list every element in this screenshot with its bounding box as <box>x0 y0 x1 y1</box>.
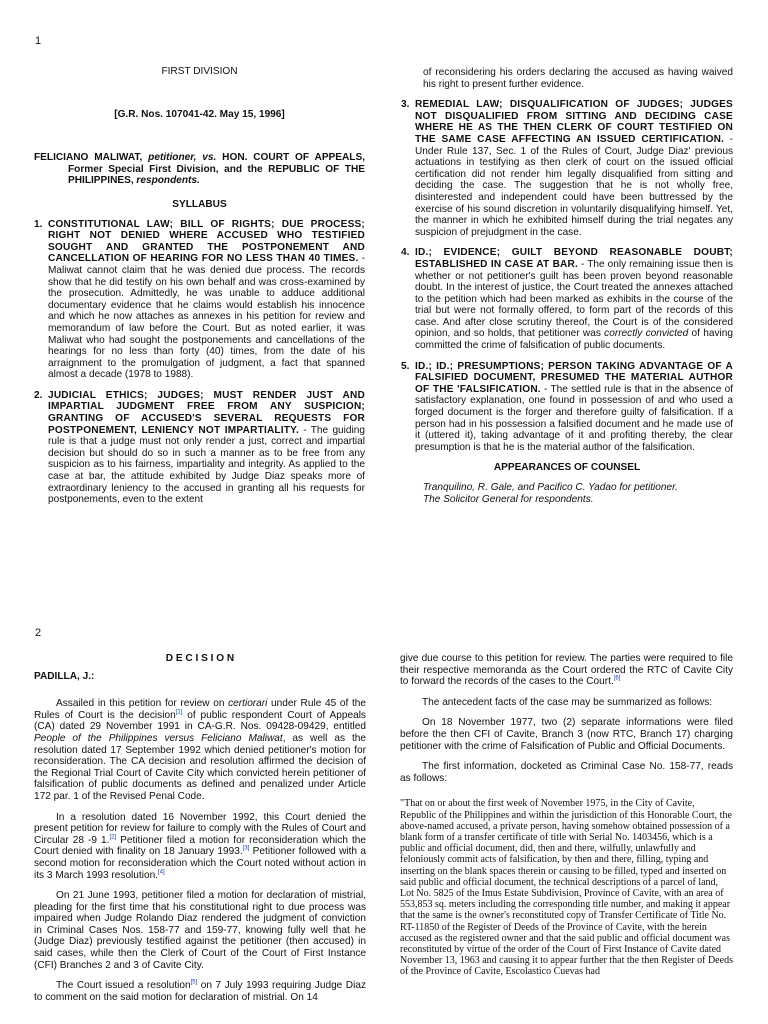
emphasis: certiorari <box>228 698 268 710</box>
counsel-respondents: The Solicitor General for respondents. <box>423 493 594 505</box>
syllabus-heading: SYLLABUS <box>172 198 227 210</box>
division-heading: FIRST DIVISION <box>161 66 238 77</box>
left-column <box>34 66 365 515</box>
page-number: 1 <box>35 35 42 47</box>
decision-paragraph-5 <box>400 653 733 688</box>
item-text: - Under Rule 137, Sec. 1 of the Rules of Court, Judge Diaz' previous actuations in testifying as then clerk of court on the issued official certification did not render him legally disqualified from sitting and deciding the case. The suggestion that he is not wholly free, disinterested and independent could have been buttressed by the exercise of his sound discretion in voluntarily disqualifying himself. Yet, the manner in which he exhibited himself during the trial negates any suspicion of prejudgment in the case. <box>415 133 733 238</box>
syllabus-item-2 <box>34 390 365 506</box>
petitioner-name: FELICIANO MALIWAT, <box>34 152 143 164</box>
decision-paragraph-1 <box>34 698 366 802</box>
text: give due course to this petition for review. The parties were required to file their respective memoranda as the Court ordered the RTC of Cavite City to forward the records of the cases to the Court. <box>400 653 733 688</box>
footnote-link[interactable]: [1] <box>175 709 183 716</box>
text: , as well as the resolution dated 17 September 1992 which denied petitioner's motion for reconsideration. The CA decision and resolution affirmed the decision of the Regional Trial Court of Cavite City which convicted herein petitioner of falsification of public documents as defined and penalized under Article 172 par. 1 of the Revised Penal Code. <box>34 732 366 802</box>
item-heading: JUDICIAL ETHICS; JUDGES; MUST RENDER JUST AND IMPARTIAL JUDGMENT FREE FROM ANY SUSPICION; GRANTING OF ACCUSED'S SEVERAL REQUESTS FOR POSTPONEMENT, LENIENCY NOT IMPARTIALITY. <box>48 389 365 436</box>
footnote-link[interactable]: [2] <box>109 834 117 841</box>
page-number: 2 <box>35 627 42 639</box>
decision-heading: D E C I S I O N <box>165 653 235 664</box>
item-text: - The only remaining issue then is whether or not petitioner's guilt has been proven beyond reasonable doubt. In the interest of justice, the Court treated the annexes attached to the petition which had been marked as exhibits in the course of the trial but were not formally offered, to form part of the records of this case. And after close scrutiny thereof, the Court is of the considered opinion, and so holds, that petitioner was <box>415 258 733 340</box>
footnote-link[interactable]: [4] <box>158 869 165 876</box>
petitioner-role: petitioner <box>148 152 194 164</box>
decision-paragraph-7: On 18 November 1977, two (2) separate informations were filed before the then CFI of Cavite, Branch 3 (now RTC, Branch 17) charging petitioner with the crime of Falsification of Public and Official Documents. <box>400 717 733 752</box>
counsel-petitioner: Tranquilino, R. Gale, and Pacifico C. Yadao for petitioner. <box>423 482 678 493</box>
text: Petitioner followed with a second motion for reconsideration which the Court noted without action in its 3 March 1993 resolution. <box>34 846 366 881</box>
footnote-link[interactable]: [6] <box>613 675 621 682</box>
emphasis: People of the Philippines versus Feliciano Maliwat <box>34 732 283 744</box>
item-emphasis: correctly convicted <box>604 328 689 340</box>
decision-left-column <box>34 653 366 1012</box>
text: The Court issued a resolution <box>56 980 191 992</box>
decision-paragraph-8: The first information, docketed as Criminal Case No. 158-77, reads as follows: <box>400 761 733 784</box>
decision-paragraph-2 <box>34 812 366 882</box>
information-quote: "That on or about the first week of November 1975, in the City of Cavite, Republic of the Philippines and within the jurisdiction of this Honorable Court, the above-named accused, a private person, having somehow obtained possession of a blank form of a transfer certificate of title with Serial No. 1403456, which is a public and official document, did, then and there, wilfully, unlawfully and feloniously commit acts of falsification, by then and there, filling, typing and inserting on the blank spaces therein or causing to be filled, typed and inserted on said public and official document, the technical descriptions of a parcel of land, Lot No. 5825 of the Imus Estate Subdivision, Province of Cavite, with an area of 553,853 sq. meters including the corresponding title number, and making it appear that the same is the owner's reconstituted copy of Transfer Certificate of Title No. RT-11850 of the Register of Deeds of the Province of Cavite, with the herein accused as the registered owner and that the said public and official document was reconstituted by virtue of the order of the Court of First Instance of Cavite dated November 13, 1963 and causing it to appear further that the then Register of Deeds of the Province of Cavite, Escolastico Cuevas had <box>400 798 733 978</box>
text: In a resolution dated 16 November 1992, this Court denied the present petition for review for failure to comply with the Rules of Court and Circular 28 -9 1. <box>34 811 366 846</box>
item-text: - The settled rule is that in the absence of satisfactory explanation, one found in possession of and who used a forged document is the forger and therefore guilty of falsification. If a person had in his possession a falsified document and he made use of it (uttered it), taking advantage of it and profiting thereby, the clear presumption is that he is the material author of the falsification. <box>415 383 733 453</box>
item-text: - The guiding rule is that a judge must not only render a just, correct and impartial decision but should do so in such a manner as to be free from any suspicion as to his fairness, impartiality and integrity. As applied to the case at bar, the attitude exhibited by Judge Diaz speaks more of extraordinary leniency to the accused in granting all his requests for postponements, even to the extent <box>48 424 365 506</box>
decision-paragraph-6: The antecedent facts of the case may be summarized as follows: <box>422 696 713 708</box>
case-number: [G.R. Nos. 107041-42. May 15, 1996] <box>114 108 285 120</box>
item-heading: ID.; EVIDENCE; GUILT BEYOND REASONABLE DOUBT; ESTABLISHED IN CASE AT BAR. <box>415 247 733 270</box>
text: on 7 July 1993 requiring Judge Diaz to comment on the said motion for declaration of mistrial. On 14 <box>34 980 366 1003</box>
text: Assailed in this petition for review on <box>56 698 229 710</box>
item-number: 2. <box>34 389 43 401</box>
continuation-text: of reconsidering his orders declaring the accused as having waived his right to present further evidence. <box>423 67 733 90</box>
right-column <box>401 67 733 505</box>
respondents-role: respondents. <box>133 175 200 187</box>
text: of public respondent Court of Appeals (CA) dated 29 November 1991 in CA-G.R. Nos. 09428-09429, entitled <box>34 709 366 733</box>
item-text: - Maliwat cannot claim that he was denied due process. The records show that he did testify on his own behalf and was cross-examined by the prosecution. Admittedly, he was unable to adduce additional documentary evidence that he claims would establish his innocence and which he now attaches as annexes in his petition for review and memorandum of law before the Court. But as noted earlier, it was Maliwat who had sought the postponements and cancellations of the hearings for no less than forty (40) times, from the date of his arraignment to the promulgation of judgment, a fact that spanned almost a decade (1978 to 1988). <box>48 253 365 381</box>
footnote-link[interactable]: [3] <box>242 845 250 852</box>
item-heading: CONSTITUTIONAL LAW; BILL OF RIGHTS; DUE PROCESS; RIGHT NOT DENIED WHERE ACCUSED WHO TESTIFIED SOUGHT AND GRANTED THE POSTPONEMENT AND CANCELLATION OF HEARING FOR NO LESS THAN 40 TIMES. <box>48 218 365 265</box>
text: Petitioner filed a motion for reconsideration which the Court denied with finality on 18 January 1993. <box>34 834 366 858</box>
syllabus-item-1 <box>34 219 365 381</box>
item-number: 5. <box>401 360 410 372</box>
syllabus-item-3 <box>401 99 733 238</box>
item-number: 4. <box>401 247 410 259</box>
item-text-end: of having committed the crime of falsification of public documents. <box>415 328 733 352</box>
ponente: PADILLA, J.: <box>34 670 95 682</box>
item-heading: REMEDIAL LAW; DISQUALIFICATION OF JUDGES; JUDGES NOT DISQUALIFIED FROM SITTING AND DECIDING CASE WHERE HE AS THE THEN CLERK OF COURT TESTIFIED ON THE SAME CASE AFFECTING AN ISSUED CERTIFICATION. <box>415 99 733 145</box>
footnote-link[interactable]: [5] <box>190 979 198 986</box>
case-parties <box>34 152 365 187</box>
versus: , vs. <box>193 152 217 164</box>
decision-paragraph-4 <box>34 980 366 1003</box>
decision-paragraph-3: On 21 June 1993, petitioner filed a motion for declaration of mistrial, pleading for the first time that his constitutional right to due process was impaired when Judge Rolando Diaz rendered the judgment of conviction in Criminal Cases Nos. 158-77 and 159-77, knowing fully well that he (Judge Diaz) previously testified against the petitioner (then accused) in said cases, while then the Clerk of Court of the Court of First Instance (CFI) Branches 2 and 3 of Cavite City. <box>34 890 366 971</box>
text: under Rule 45 of the Rules of Court is the decision <box>34 698 366 721</box>
item-heading: ID.; ID.; PRESUMPTIONS; PERSON TAKING ADVANTAGE OF A FALSIFIED DOCUMENT, PRESUMED THE MATERIAL AUTHOR OF THE 'FALSIFICATION. <box>415 360 733 395</box>
respondents-name: HON. COURT OF APPEALS, Former Special First Division, and the REPUBLIC OF THE PHILIPPINES, <box>68 152 366 187</box>
syllabus-item-4 <box>401 247 733 351</box>
decision-right-column <box>400 653 733 987</box>
syllabus-item-5 <box>401 361 733 454</box>
counsel-heading: APPEARANCES OF COUNSEL <box>493 462 641 474</box>
item-number: 1. <box>34 218 43 230</box>
item-number: 3. <box>401 99 410 111</box>
